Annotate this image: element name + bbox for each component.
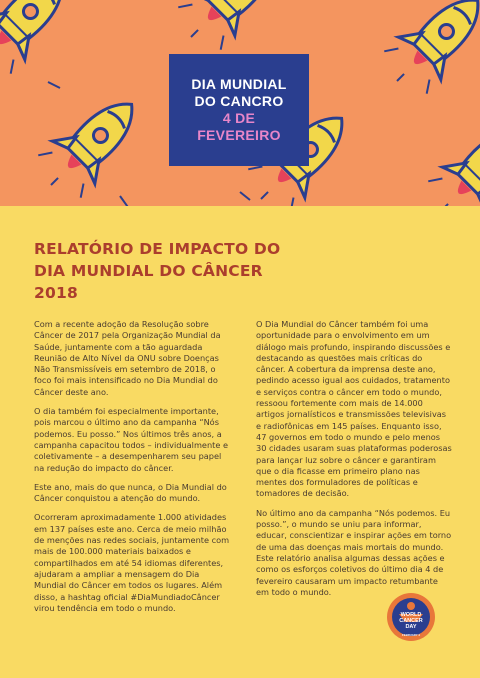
badge-line2: CANCER <box>399 618 423 624</box>
paragraph: Ocorreram aproximadamente 1.000 atividades em 137 países este ano. Cerca de meio milhão de menções nas redes sociais, juntamente com mais de 100.000 materiais baixados e compartilhados em até 54 idiomas diferentes, ajudaram a ampliar a mensagem do Dia Mundial do Câncer em todos os lugares. Além disso, a hashtag oficial #DiaMundiadoCâncer virou tendência em todo o mundo. <box>34 512 230 613</box>
rocket-icon <box>170 0 293 58</box>
paragraph: O dia também foi especialmente importante, pois marcou o último ano da campanha “Nós podemos. Eu posso.” Nos últimos três anos, a campanha capacitou todos – individualmente e coletivamente – a desempenharem seu papel na redução do impacto do câncer. <box>34 406 229 473</box>
badge-line3: DAY <box>405 624 417 630</box>
rocket-icon <box>30 83 153 206</box>
right-column <box>256 319 452 606</box>
paragraph: O Dia Mundial do Câncer também foi uma oportunidade para o envolvimento em um diálogo mais profundo, inspirando discussões e destacando as questões mais críticas do câncer. A cobertura da imprensa deste ano, pedindo acesso igual aos cuidados, tratamento e serviços contra o câncer em todo o mundo, ressoou fortemente com mais de 14.000 artigos jornalísticos e transmissões televisivas e radiofônicas em 145 países. Enquanto isso, 47 governos em todo o mundo e pelo menos 30 cidades usaram suas plataformas poderosas para lançar luz sobre o câncer e garantiram que o dia ficasse em primeiro plano nas mentes dos formuladores de políticas e tomadores de decisão. <box>256 319 452 499</box>
badge-line1: WORLD <box>400 612 422 618</box>
paragraph: Este ano, mais do que nunca, o Dia Mundial do Câncer conquistou a atenção do mundo. <box>34 481 227 504</box>
paragraph: Com a recente adoção da Resolução sobre Câncer de 2017 pela Organização Mundial da Saúde, juntamente com a tão aguardada Reunião de Alto Nível da ONU sobre Doenças Não Transmissíveis em setembro de 2018, o foco foi mais intensificado no Dia Mundial do Câncer deste ano. <box>34 319 221 397</box>
report-title-line3: 2018 <box>34 284 78 302</box>
rocket-icon <box>376 0 480 102</box>
paragraph: No último ano da campanha “Nós podemos. Eu posso.”, o mundo se uniu para informar, educar, conscientizar e inspirar ações em torno de uma das doenças mais mortais do mundo. Este relatório analisa algumas dessas ações e como os esforços coletivos do último dia 4 de fevereiro causaram um impacto retumbante em todo o mundo. <box>256 507 452 597</box>
hero-banner <box>0 0 480 206</box>
event-title-line1: DIA MUNDIAL <box>191 76 287 92</box>
rocket-icon <box>0 0 83 82</box>
event-date-line2: FEVEREIRO <box>197 127 281 143</box>
title-box <box>169 54 309 166</box>
rocket-icon <box>420 109 480 206</box>
report-title <box>34 238 294 304</box>
world-cancer-day-logo <box>386 592 436 642</box>
badge-date: FEBRUARY 4 <box>402 633 420 637</box>
report-title-line2: DIA MUNDIAL DO CÂNCER <box>34 262 263 280</box>
event-date-line1: 4 DE <box>222 110 256 126</box>
report-title-line1: RELATÓRIO DE IMPACTO DO <box>34 240 281 258</box>
left-column <box>34 319 230 622</box>
event-title-line2: DO CANCRO <box>194 93 284 109</box>
